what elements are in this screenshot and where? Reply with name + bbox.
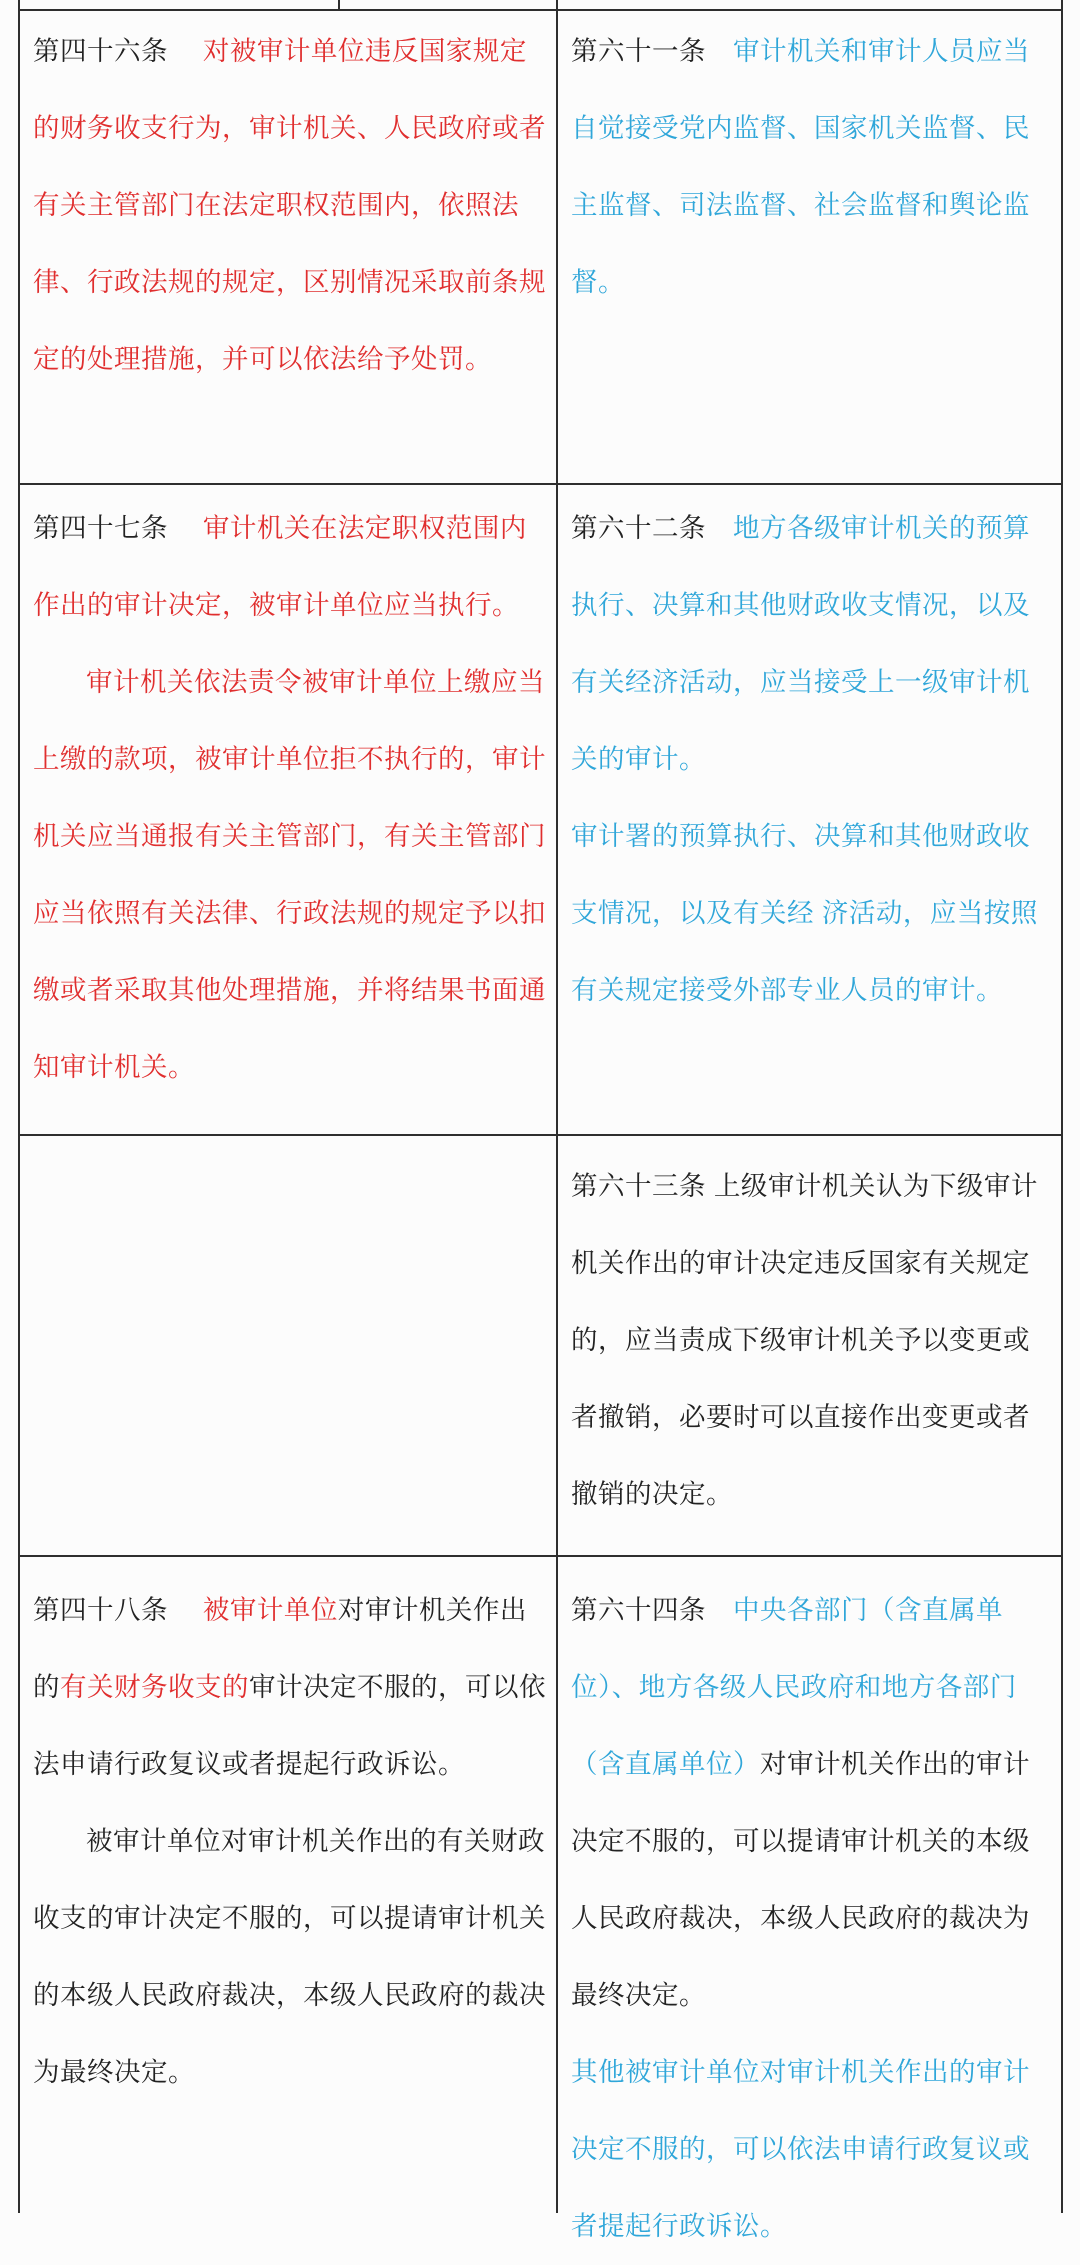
added-text: 其他被审计单位对审计机关作出的审计决定不服的，可以依法申请行政复议或者提起行政诉讼。: [571, 2057, 1030, 2241]
article-paragraph: [571, 1148, 1053, 1533]
article-paragraph: [33, 490, 548, 644]
article-number: 第四十七条: [33, 513, 203, 543]
cell-article-63: [558, 1136, 1061, 1555]
cell-article-48: [20, 1557, 556, 2213]
article-paragraph: [33, 1803, 548, 2111]
article-paragraph: [571, 2034, 1053, 2265]
revised-text: 审计机关在法定职权范围内作出的审计决定，被审计单位应当执行。: [33, 513, 527, 620]
article-paragraph: [571, 1572, 1053, 2034]
revised-text: 审计机关依法责令被审计单位上缴应当上缴的款项，被审计单位拒不执行的，审计机关应当通报有关主管部门，有关主管部门应当依照有关法律、行政法规的规定予以扣缴或者采取其他处理措施，并将结果书面通知审计机关。: [33, 667, 546, 1082]
table-border-right: [1061, 0, 1063, 2213]
article-text: 对审计机关作出的: [33, 1595, 527, 1702]
revised-text: 对被审计单位违反国家规定的财务收支行为，审计机关、人民政府或者有关主管部门在法定职权范围内，依照法律、行政法规的规定，区别情况采取前条规定的处理措施，并可以依法给予处罚。: [33, 36, 546, 374]
article-number: 第四十六条: [33, 36, 203, 66]
article-text: 被审计单位对审计机关作出的有关财政收支的审计决定不服的，可以提请审计机关的本级人民政府裁决，本级人民政府的裁决为最终决定。: [33, 1826, 546, 2087]
cell-article-64: [558, 1557, 1061, 2241]
revised-text: 被审计单位: [202, 1595, 338, 1625]
added-text: 地方各级审计机关的预算执行、决算和其他财政收支情况，以及有关经济活动，应当接受上一级审计机关的审计。: [571, 513, 1030, 774]
added-text: 审计署的预算执行、决算和其他财政收支情况，以及有关经 济活动，应当按照有关规定接受外部专业人员的审计。: [571, 821, 1038, 1005]
article-number: 第四十八条: [33, 1595, 203, 1625]
cell-article-61: [558, 11, 1061, 483]
article-paragraph: [33, 644, 548, 1106]
article-text: 审计决定不服的，可以依法申请行政复议或者提起行政诉讼。: [33, 1672, 546, 1779]
article-text: 第六十三条 上级审计机关认为下级审计机关作出的审计决定违反国家有关规定的，应当责成下级审计机关予以变更或者撤销，必要时可以直接作出变更或者撤销的决定。: [571, 1171, 1038, 1509]
article-paragraph: [33, 13, 548, 398]
added-text: 中央各部门（含直属单位）、地方各级人民政府和地方各部门（含直属单位）: [571, 1595, 1017, 1779]
cell-empty: [20, 1136, 556, 1555]
cell-article-46: [20, 11, 556, 483]
article-paragraph: [33, 1572, 548, 1803]
article-number: 第六十二条: [571, 513, 733, 543]
article-number: 第六十四条: [571, 1595, 733, 1625]
cell-article-47: [20, 485, 556, 1134]
revised-text: 有关财务收支的: [60, 1672, 249, 1702]
article-paragraph: [571, 13, 1053, 321]
article-number: 第六十一条: [571, 36, 733, 66]
added-text: 审计机关和审计人员应当自觉接受党内监督、国家机关监督、民主监督、司法监督、社会监督和舆论监督。: [571, 36, 1030, 297]
table-divider-stub-above: [338, 0, 340, 9]
cell-article-62: [558, 485, 1061, 1134]
article-paragraph: [571, 798, 1053, 1029]
article-text: 对审计机关作出的审计决定不服的，可以提请审计机关的本级人民政府裁决，本级人民政府的裁决为最终决定。: [571, 1749, 1030, 2010]
article-paragraph: [571, 490, 1053, 798]
